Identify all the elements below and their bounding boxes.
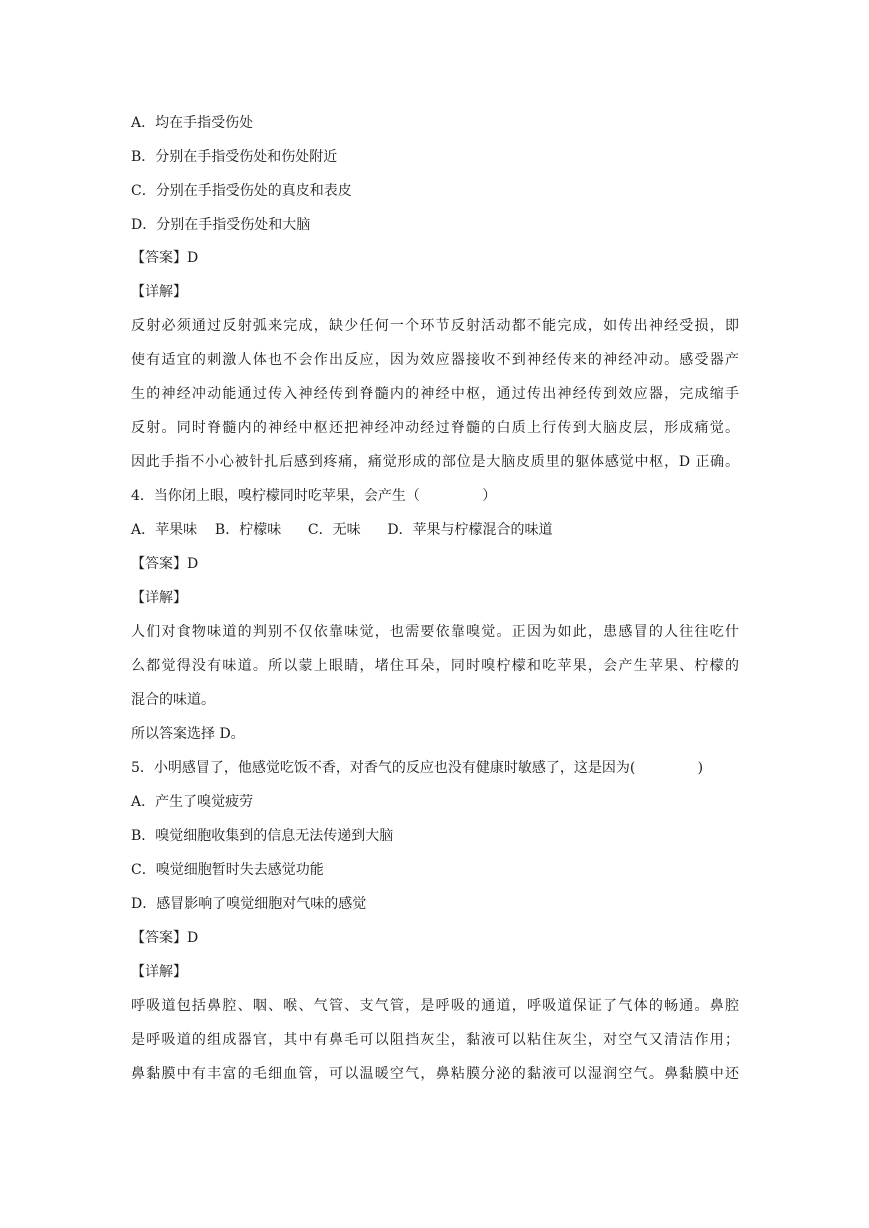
q5-option-d: D．感冒影响了嗅觉细胞对气味的感觉 xyxy=(131,896,367,912)
q4-detail-heading: 【详解】 xyxy=(131,590,187,606)
q3-answer: 【答案】D xyxy=(131,250,199,266)
q4-detail-line: 混合的味道。 xyxy=(131,692,215,708)
q3-option-a: A．均在手指受伤处 xyxy=(131,115,254,131)
q3-option-c: C．分别在手指受伤处的真皮和表皮 xyxy=(131,183,352,199)
q4-detail-line: 么都觉得没有味道。所以蒙上眼睛，堵住耳朵，同时嗅柠檬和吃苹果，会产生苹果、柠檬的 xyxy=(131,658,739,674)
q5-detail-line: 呼吸道包括鼻腔、咽、喉、气管、支气管，是呼吸的通道，呼吸道保证了气体的畅通。鼻腔 xyxy=(131,998,739,1014)
q3-detail-heading: 【详解】 xyxy=(131,284,187,300)
q5-option-b: B．嗅觉细胞收集到的信息无法传递到大脑 xyxy=(131,828,394,844)
q5-option-c: C．嗅觉细胞暂时失去感觉功能 xyxy=(131,862,324,878)
q3-detail-line: 反射。同时脊髓内的神经中枢还把神经冲动经过脊髓的白质上行传到大脑皮层，形成痛觉。 xyxy=(131,420,739,436)
q5-stem: 5．小明感冒了，他感觉吃饭不香，对香气的反应也没有健康时敏感了，这是因为( ) xyxy=(131,760,704,776)
q5-detail-line: 是呼吸道的组成器官，其中有鼻毛可以阻挡灰尘，黏液可以粘住灰尘，对空气又清洁作用； xyxy=(131,1032,739,1048)
q5-detail-line: 鼻黏膜中有丰富的毛细血管，可以温暖空气，鼻粘膜分泌的黏液可以湿润空气。鼻黏膜中还 xyxy=(131,1066,739,1082)
q4-options: A．苹果味 B．柠檬味 C．无味 D．苹果与柠檬混合的味道 xyxy=(131,522,553,538)
q4-stem: 4．当你闭上眼，嗅柠檬同时吃苹果，会产生（ ） xyxy=(131,488,497,504)
q4-answer: 【答案】D xyxy=(131,556,199,572)
q3-option-b: B．分别在手指受伤处和伤处附近 xyxy=(131,149,338,165)
q5-detail-heading: 【详解】 xyxy=(131,964,187,980)
q3-detail-line: 反射必须通过反射弧来完成，缺少任何一个环节反射活动都不能完成，如传出神经受损，即 xyxy=(131,318,739,334)
q4-detail-line: 所以答案选择 D。 xyxy=(131,726,245,742)
q3-detail-line: 因此手指不小心被针扎后感到疼痛，痛觉形成的部位是大脑皮质里的躯体感觉中枢，D 正确。 xyxy=(131,454,739,470)
q5-option-a: A．产生了嗅觉疲劳 xyxy=(131,794,254,810)
q3-option-d: D．分别在手指受伤处和大脑 xyxy=(131,217,311,233)
q3-detail-line: 生的神经冲动能通过传入神经传到脊髓内的神经中枢，通过传出神经传到效应器，完成缩手 xyxy=(131,386,739,402)
q4-detail-line: 人们对食物味道的判别不仅依靠味觉，也需要依靠嗅觉。正因为如此，患感冒的人往往吃什 xyxy=(131,624,739,640)
q5-answer: 【答案】D xyxy=(131,930,199,946)
q3-detail-line: 使有适宜的刺激人体也不会作出反应，因为效应器接收不到神经传来的神经冲动。感受器产 xyxy=(131,352,739,368)
